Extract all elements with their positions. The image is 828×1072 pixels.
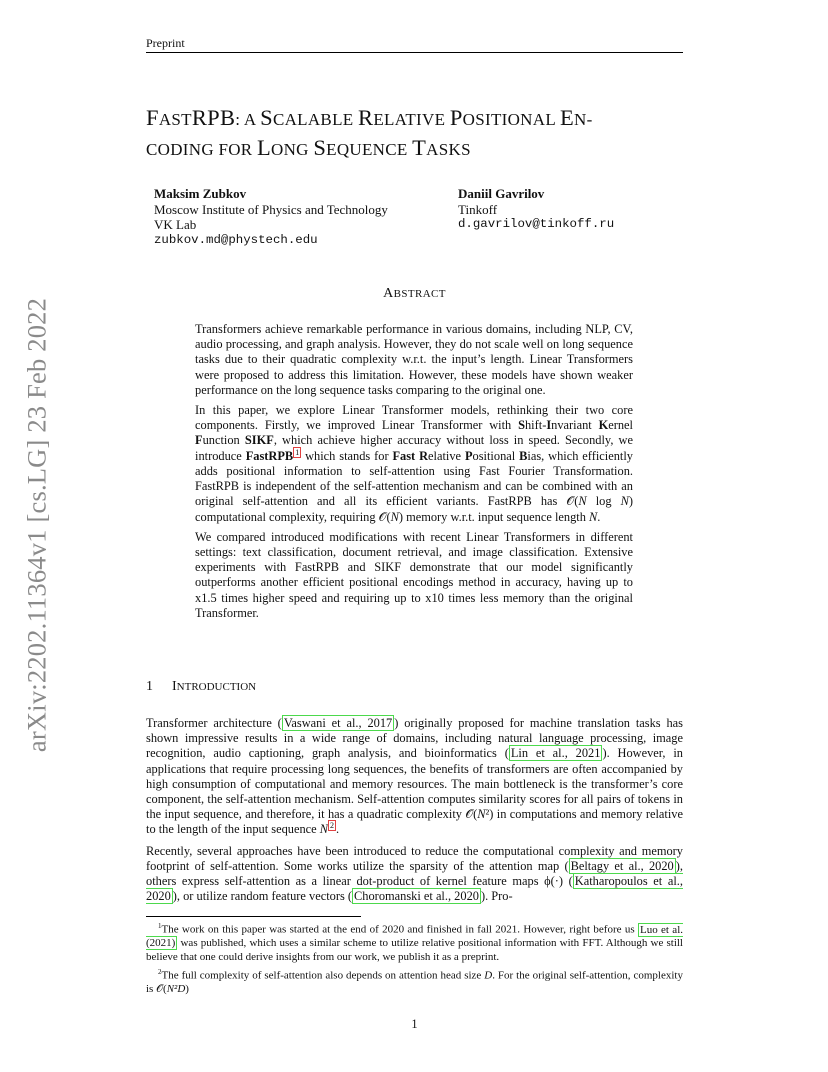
abstract-body (195, 322, 633, 626)
citation-link[interactable]: Vaswani et al., 2017 (283, 716, 393, 730)
header-rule (146, 52, 683, 53)
introduction-body (146, 716, 683, 911)
author-affiliation: VK Lab (154, 217, 197, 232)
paper-title: FASTRPB: A SCALABLE RELATIVE POSITIONAL EN- CODING FOR LONG SEQUENCE TASKS (146, 105, 593, 160)
abstract-paragraph: We compared introduced modifications with recent Linear Transformers in different settings: text classification, document retrieval, and image classification. Extensive experiments with FastRPB and SIKF demonstrate that our model significantly outperforms another efficient positional encodings method in accuracy, having up to x1.5 times higher speed and requiring up to x10 times less memory than the original Transformer. (195, 529, 633, 620)
author-block-2 (458, 186, 614, 233)
abstract-paragraph: In this paper, we explore Linear Transformer models, rethinking their two core components. Firstly, we improved Linear Transformer with Shift-Invariant Kernel Function SIKF, which achieve higher accuracy without loss in speed. Secondly, we introduce FastRPB $^1$ which stands for Fast Relative Positional Bias, which efficiently adds positional information to self-attention using Fast Fourier Transformation. FastRPB is independent of the self-attention mechanism and can be combined with an original self-attention and all its efficient variants. FastRPB has 𝒪(N log N) computational complexity, requiring 𝒪(N) memory w.r.t. input sequence length N. (195, 403, 633, 524)
citation-link[interactable]: Lin et al., 2021 (510, 746, 601, 761)
abstract-heading: ABSTRACT (383, 286, 446, 301)
author-name: Maksim Zubkov (154, 186, 247, 201)
footnote-link[interactable]: 2 (330, 821, 335, 831)
author-email[interactable]: d.gavrilov@tinkoff.ru (458, 217, 615, 231)
footnote: $^2$The full complexity of self-attention also depends on attention head size D. For the original self-attention, complexity is 𝒪(N²D) (146, 968, 683, 996)
body-paragraph: Transformer architecture ( Vaswani et al., 2017 ) originally proposed for machine translation tasks has shown impressive results in a wide range of domains, including natural language processing, image recognition, audio captioning, graph analysis, and bioinformatics ( Lin et al., 2021 ). However, in applications that require processing long sequences, the benefits of transformers are often accompanied by high consumption of computational and memory resources. The main bottleneck is the transformer’s core component, the self-attention mechanism. Self-attention computes similarity scores for all pairs of tokens in the input sequence, and therefore, it has a quadratic complexity 𝒪(N²) in computations and memory relative to the length of the input sequence N $^2$ . (146, 716, 683, 837)
body-paragraph: Recently, several approaches have been introduced to reduce the computational complexity and memory footprint of self-attention. Some works utilize the sparsity of the attention map ( Beltagy et al., 2020 ), others express self-attention as a linear dot-product of kernel feature maps ϕ(·) ( Katharopoulos et al., 2020 ), or utilize random feature vectors ( Choromanski et al., 2020 ). Pro- (146, 843, 683, 904)
author-email[interactable]: zubkov.md@phystech.edu (154, 232, 318, 247)
arxiv-identifier[interactable]: arXiv:2202.11364v1 [cs.LG] 23 Feb 2022 (21, 297, 52, 753)
citation-link[interactable]: Luo et al. (2021) (146, 923, 684, 950)
running-header: Preprint (146, 36, 185, 50)
abstract-paragraph: Transformers achieve remarkable performance in various domains, including NLP, CV, audio processing, and graph analysis. However, they do not scale well on long sequence tasks due to their quadratic complexity w.r.t. the input’s length. Linear Transformers were proposed to address this limitation. However, these models have shown weaker performance on the long sequence tasks comparing to the original one. (195, 322, 633, 397)
author-name: Daniil Gavrilov (458, 186, 545, 201)
citation-link[interactable]: Beltagy et al., 2020 (570, 858, 674, 873)
footnote-rule (146, 916, 361, 917)
footnotes (146, 920, 683, 999)
author-block-1 (154, 186, 388, 248)
arxiv-sidebar (14, 290, 60, 760)
author-affiliation: Tinkoff (458, 201, 498, 217)
footnote: $^1$The work on this paper was started at the end of 2020 and finished in fall 2021. However, right before us Luo et al. (2021) was published, which uses a similar scheme to utilize relative positional information with FFT. Although we still believe that one could derive insights from our work, we publish it as a preprint. (146, 922, 684, 963)
footnote-link[interactable]: 1 (295, 447, 300, 457)
author-affiliation: Moscow Institute of Physics and Technology (154, 201, 388, 217)
citation-link[interactable]: Katharopoulos et al., 2020 (146, 874, 683, 904)
citation-link[interactable]: Choromanski et al., 2020 (354, 889, 479, 904)
page-number: 1 (411, 1017, 418, 1031)
section-heading: 1 INTRODUCTION (146, 679, 257, 694)
